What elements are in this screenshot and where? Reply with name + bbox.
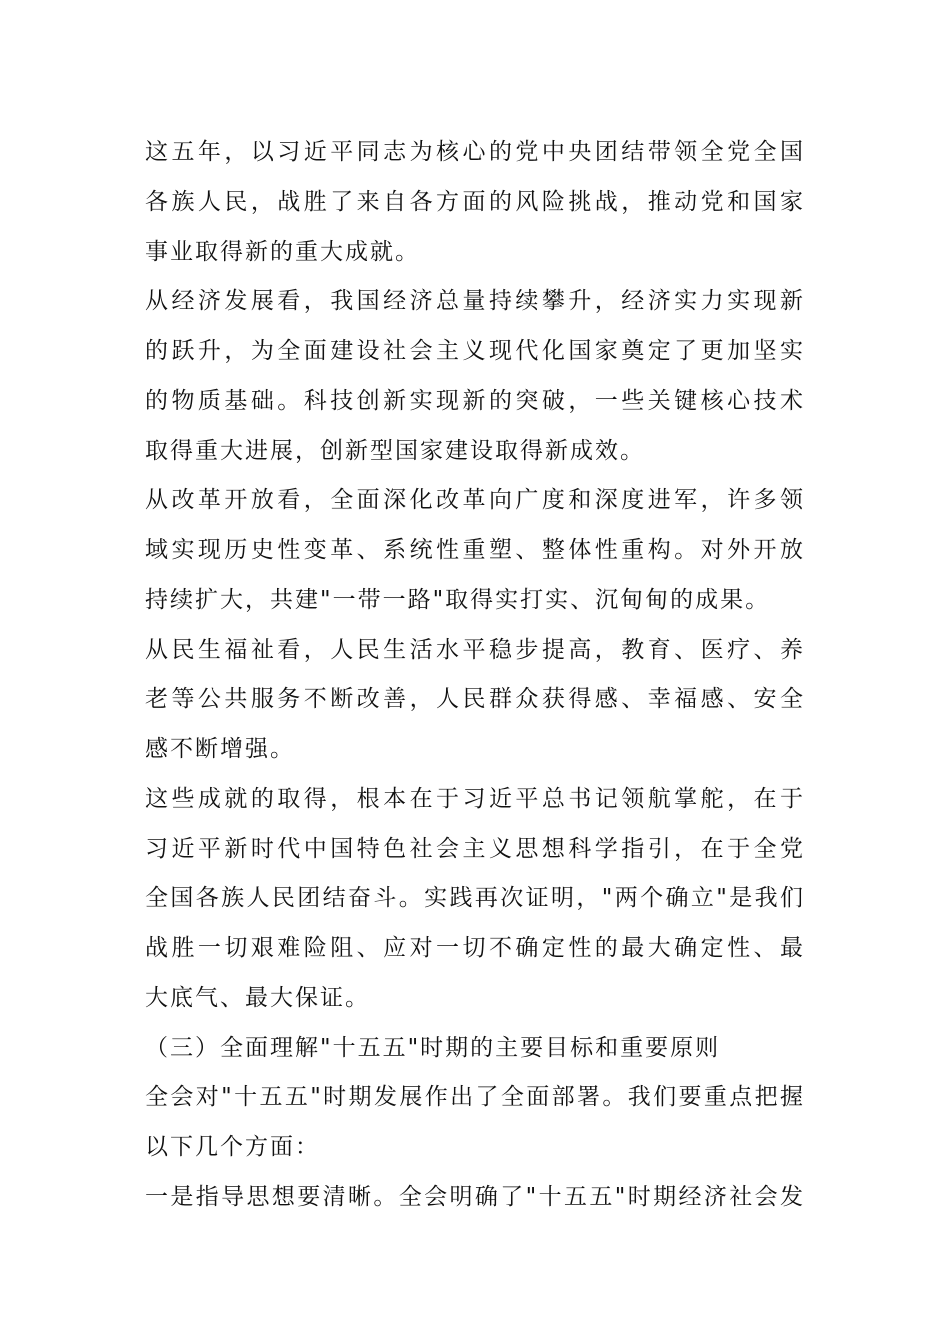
- text-line: 战胜一切艰难险阻、应对一切不确定性的最大确定性、最: [145, 935, 805, 961]
- text-line: 感不断增强。: [145, 736, 295, 762]
- paragraph: [145, 775, 805, 1024]
- paragraph: [145, 1173, 805, 1223]
- text-line: 持续扩大，共建"一带一路"取得实打实、沉甸甸的成果。: [145, 586, 771, 613]
- section-heading: [145, 1024, 805, 1074]
- paragraph: [145, 476, 805, 625]
- text-line: 习近平新时代中国特色社会主义思想科学指引，在于全党: [145, 835, 805, 862]
- document-body: [145, 128, 805, 1223]
- text-line: 从民生福祉看，人民生活水平稳步提高，教育、医疗、养: [145, 636, 805, 663]
- text-line: （三）全面理解"十五五"时期的主要目标和重要原则: [145, 1034, 721, 1061]
- text-line: 以下几个方面：: [145, 1134, 320, 1160]
- paragraph: [145, 626, 805, 775]
- text-line: 老等公共服务不断改善，人民群众获得感、幸福感、安全: [145, 686, 805, 713]
- text-line: 取得重大进展，创新型国家建设取得新成效。: [145, 437, 645, 464]
- text-line: 的跃升，为全面建设社会主义现代化国家奠定了更加坚实: [145, 338, 805, 364]
- text-line: 一是指导思想要清晰。全会明确了"十五五"时期经济社会发: [145, 1183, 805, 1210]
- text-line: 全国各族人民团结奋斗。实践再次证明，"两个确立"是我们: [145, 885, 805, 912]
- paragraph: [145, 277, 805, 476]
- text-line: 这些成就的取得，根本在于习近平总书记领航掌舵，在于: [145, 785, 805, 812]
- paragraph: [145, 1073, 805, 1173]
- text-line: 全会对"十五五"时期发展作出了全面部署。我们要重点把握: [145, 1084, 805, 1111]
- text-line: 域实现历史性变革、系统性重塑、整体性重构。对外开放: [145, 537, 805, 563]
- text-line: 大底气、最大保证。: [145, 984, 370, 1011]
- text-line: 各族人民，战胜了来自各方面的风险挑战，推动党和国家: [145, 188, 805, 215]
- paragraph: [145, 128, 805, 277]
- text-line: 事业取得新的重大成就。: [145, 238, 420, 265]
- text-line: 从经济发展看，我国经济总量持续攀升，经济实力实现新: [145, 288, 805, 315]
- text-line: 这五年，以习近平同志为核心的党中央团结带领全党全国: [145, 139, 805, 165]
- text-line: 的物质基础。科技创新实现新的突破，一些关键核心技术: [145, 387, 805, 414]
- text-line: 从改革开放看，全面深化改革向广度和深度进军，许多领: [145, 487, 805, 514]
